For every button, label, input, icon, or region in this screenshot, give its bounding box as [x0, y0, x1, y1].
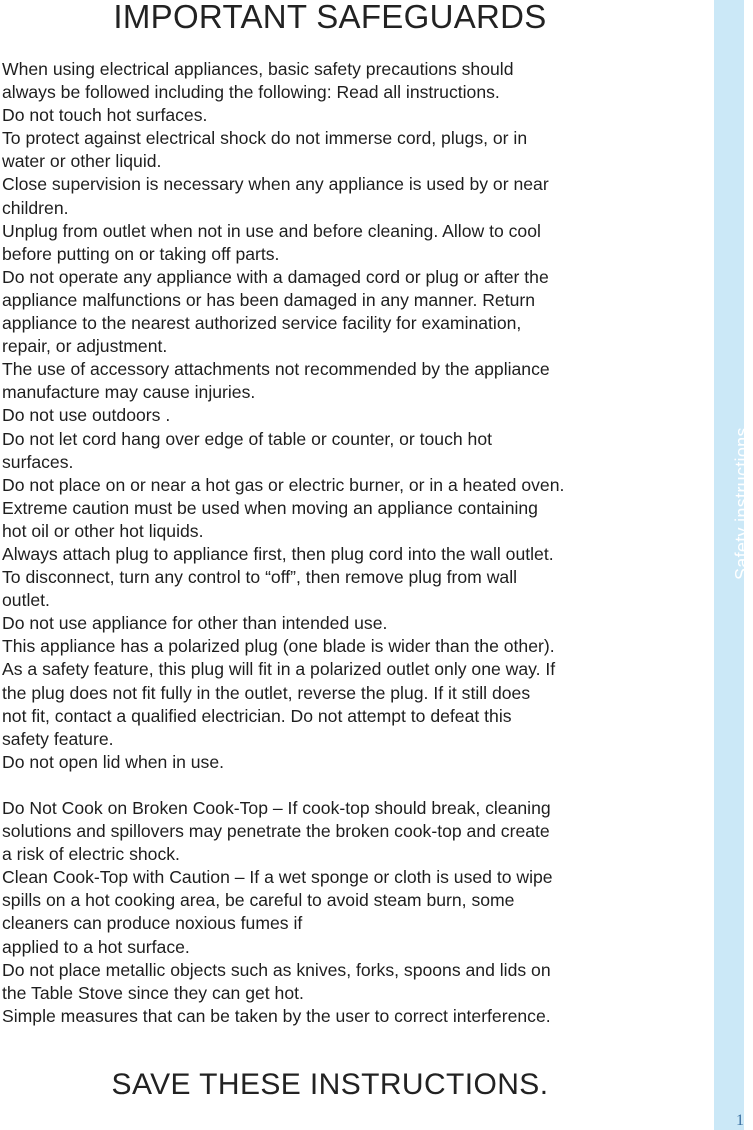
text-line: appliance malfunctions or has been damaged in any manner. Return — [2, 289, 536, 310]
text-line: appliance to the nearest authorized service facility for examination, — [2, 313, 522, 334]
text-line: Do not place on or near a hot gas or electric burner, or in a heated oven. — [2, 474, 565, 495]
safeguards-text — [2, 58, 702, 1028]
text-line: manufacture may cause injuries. — [2, 382, 256, 403]
text-line: water or other liquid. — [2, 151, 162, 172]
text-line: not fit, contact a qualified electrician. Do not attempt to defeat this — [2, 705, 512, 726]
text-line: Unplug from outlet when not in use and before cleaning. Allow to cool — [2, 220, 541, 241]
text-line: applied to a hot surface. — [2, 936, 190, 957]
text-line: Clean Cook-Top with Caution – If a wet sponge or cloth is used to wipe — [2, 867, 553, 888]
text-line: the plug does not fit fully in the outlet, reverse the plug. If it still does — [2, 682, 531, 703]
text-line: outlet. — [2, 590, 50, 611]
page-number: 1 — [736, 1112, 744, 1129]
text-line: before putting on or taking off parts. — [2, 243, 280, 264]
text-line: safety feature. — [2, 728, 114, 749]
text-line: This appliance has a polarized plug (one blade is wider than the other). — [2, 636, 555, 657]
text-line: To protect against electrical shock do not immerse cord, plugs, or in — [2, 128, 528, 149]
text-line: Close supervision is necessary when any appliance is used by or near — [2, 174, 549, 195]
text-line: Always attach plug to appliance first, then plug cord into the wall outlet. — [2, 543, 554, 564]
text-line: the Table Stove since they can get hot. — [2, 982, 304, 1003]
text-line: repair, or adjustment. — [2, 336, 168, 357]
text-line: Do not touch hot surfaces. — [2, 105, 208, 126]
text-line: hot oil or other hot liquids. — [2, 520, 204, 541]
text-line: Do not let cord hang over edge of table or counter, or touch hot — [2, 428, 493, 449]
page-title: IMPORTANT SAFEGUARDS — [113, 0, 547, 35]
text-line: spills on a hot cooking area, be careful to avoid steam burn, some — [2, 890, 515, 911]
text-line: children. — [2, 197, 69, 218]
text-line: Do Not Cook on Broken Cook-Top – If cook-top should break, cleaning — [2, 798, 551, 818]
text-line: Do not use appliance for other than intended use. — [2, 613, 388, 634]
text-line: To disconnect, turn any control to “off”, then remove plug from wall — [2, 567, 518, 588]
text-line: always be followed including the following: Read all instructions. — [2, 82, 500, 103]
text-line: Do not operate any appliance with a damaged cord or plug or after the — [2, 266, 549, 287]
save-instructions-heading: SAVE THESE INSTRUCTIONS. — [111, 1068, 549, 1101]
blank-line — [2, 774, 702, 797]
side-tab-label: Safety instructions — [732, 427, 752, 580]
text-line: a risk of electric shock. — [2, 844, 180, 865]
text-line: surfaces. — [2, 451, 74, 472]
text-line: When using electrical appliances, basic safety precautions should — [2, 59, 514, 79]
text-line: The use of accessory attachments not recommended by the appliance — [2, 359, 550, 380]
side-tab — [714, 0, 752, 1130]
text-line: Simple measures that can be taken by the user to correct interference. — [2, 1005, 551, 1026]
text-line: Extreme caution must be used when moving an appliance containing — [2, 497, 538, 518]
text-line: cleaners can produce noxious fumes if — [2, 913, 303, 934]
text-line: solutions and spillovers may penetrate the broken cook-top and create — [2, 821, 550, 842]
text-line: Do not use outdoors . — [2, 405, 171, 426]
text-line: Do not open lid when in use. — [2, 751, 225, 772]
text-line: Do not place metallic objects such as knives, forks, spoons and lids on — [2, 959, 551, 980]
text-line: As a safety feature, this plug will fit in a polarized outlet only one way. If — [2, 659, 556, 680]
